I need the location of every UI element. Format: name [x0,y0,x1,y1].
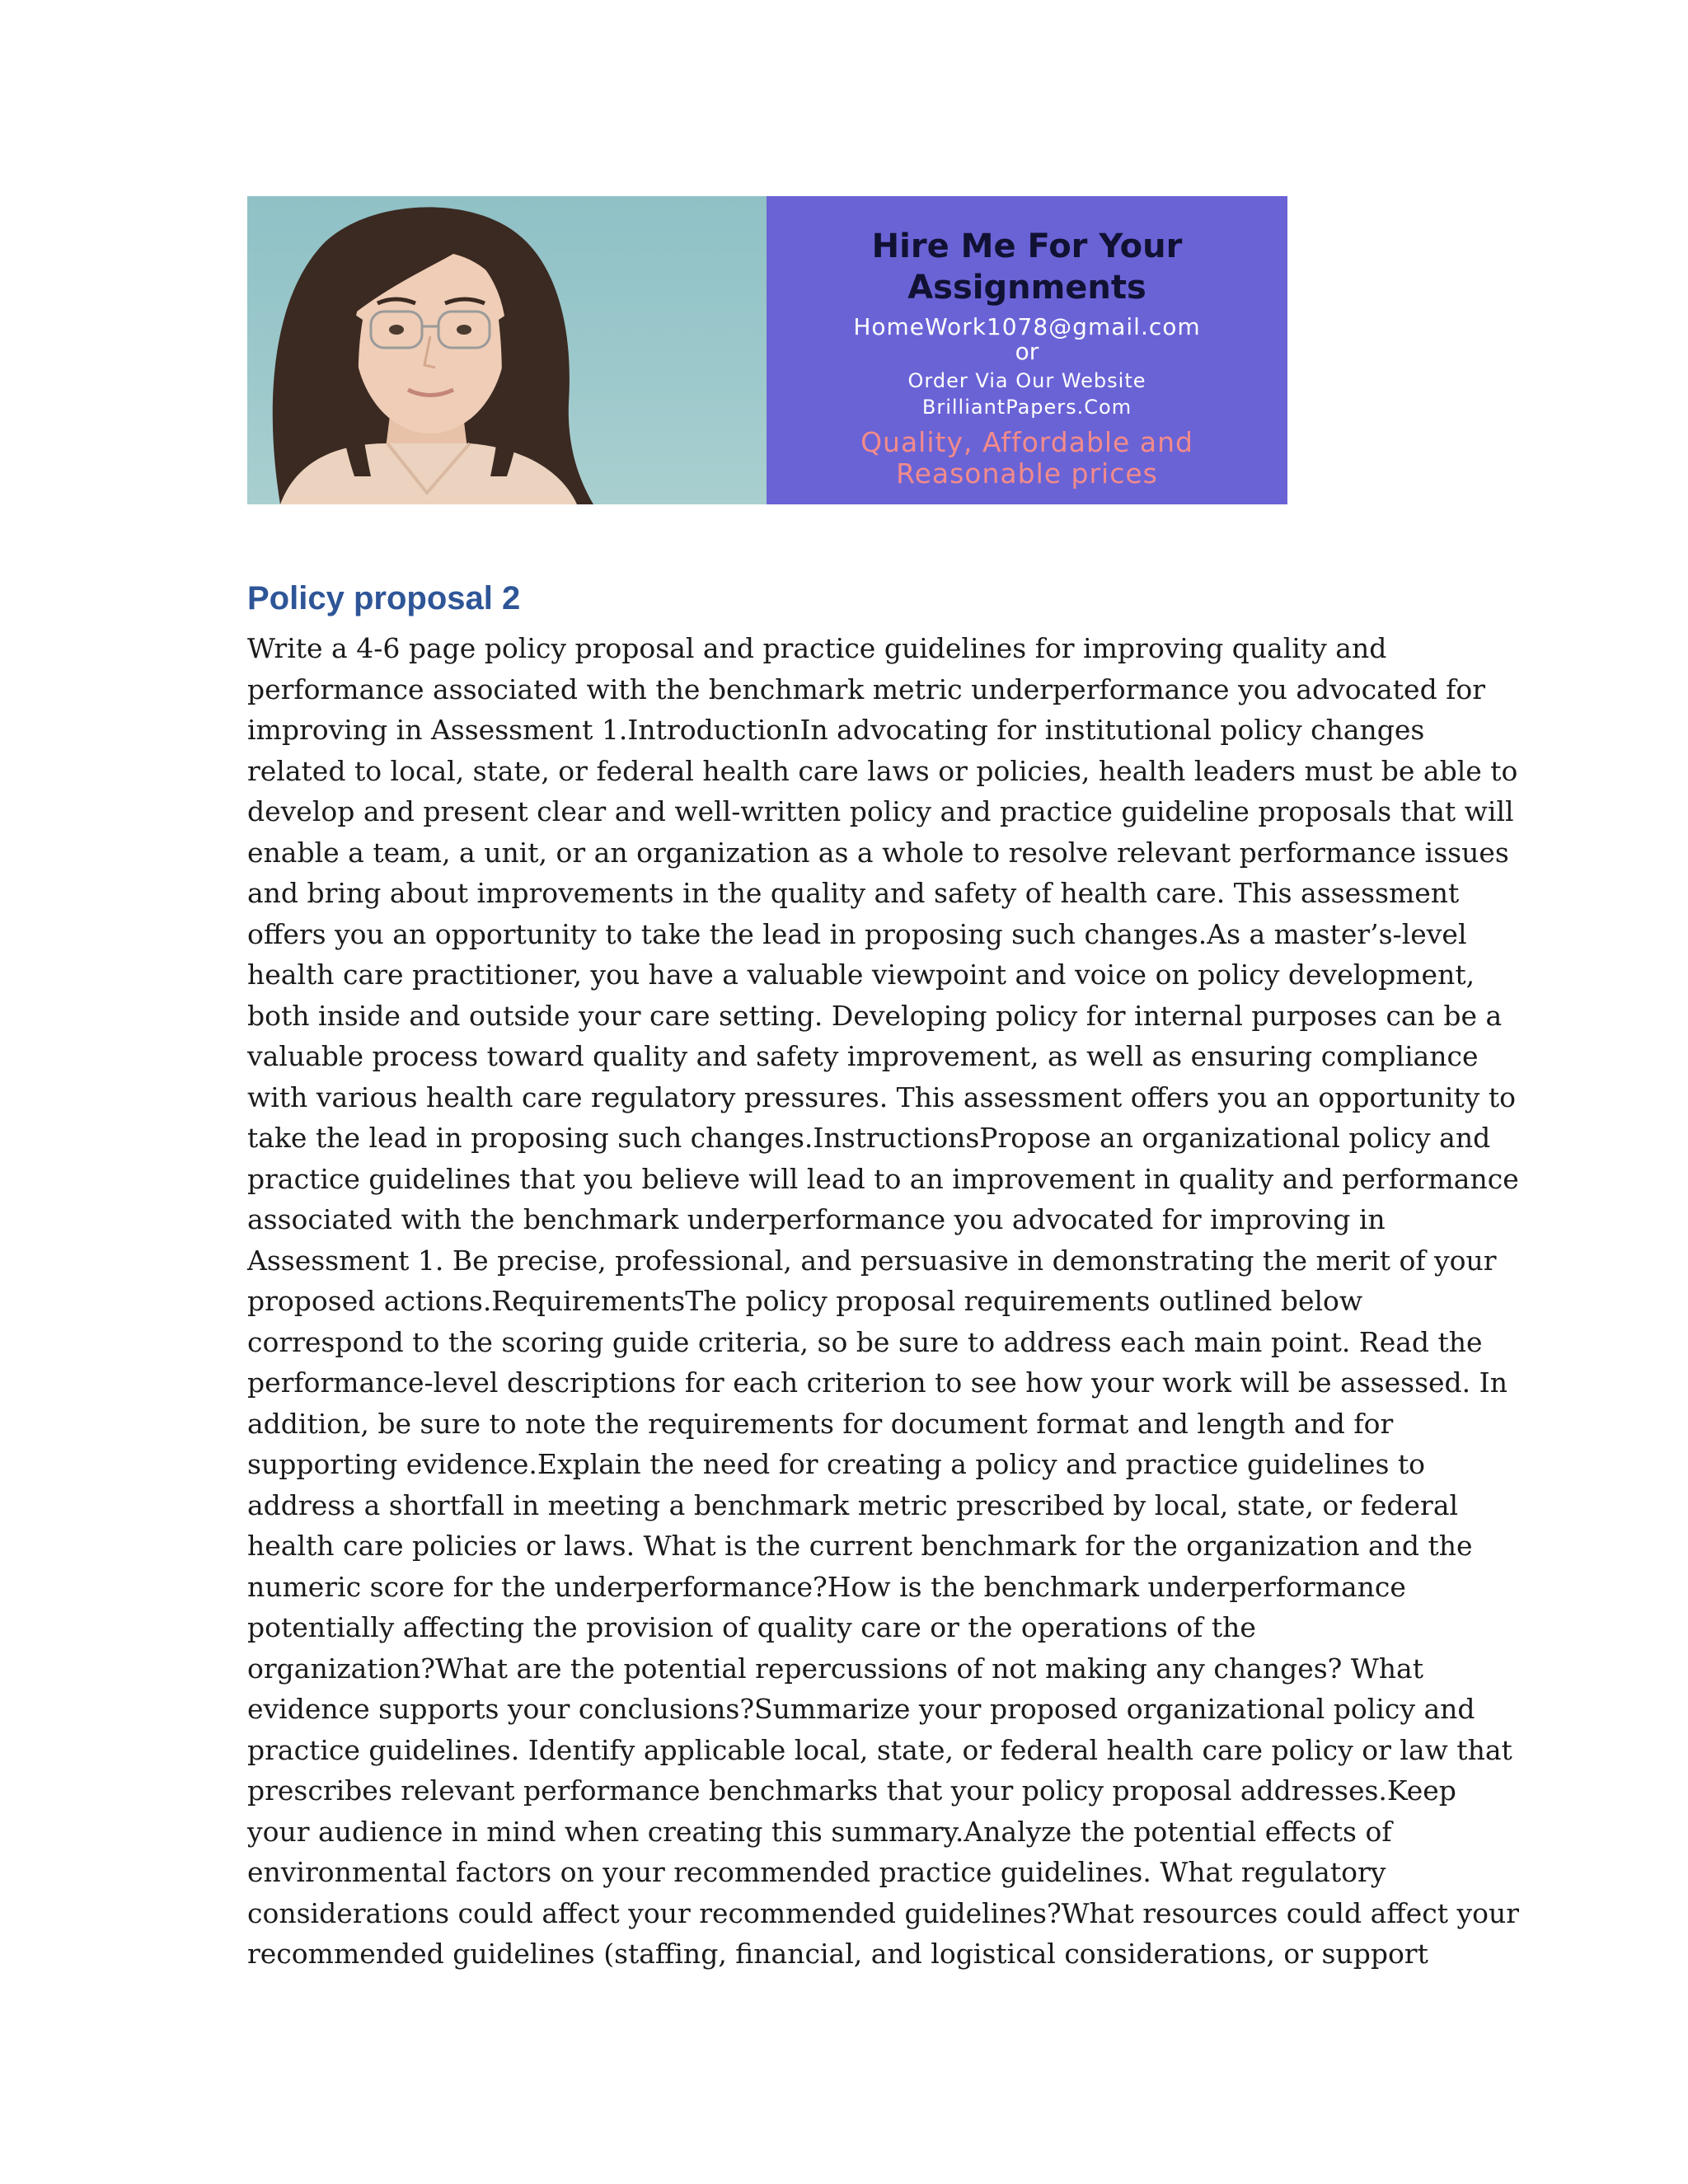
body-text-line: addition, be sure to note the requirements for document format and length and for [247,1407,1394,1440]
body-text-line: both inside and outside your care setting. Developing policy for internal purposes can be a [247,999,1503,1032]
body-text-line: performance-level descriptions for each criterion to see how your work will be assessed. In [247,1366,1507,1399]
body-text-line: with various health care regulatory pressures. This assessment offers you an opportunity to [247,1080,1517,1113]
body-text-line: valuable process toward quality and safety improvement, as well as ensuring compliance [247,1040,1479,1072]
body-text-line: Assessment 1. Be precise, professional, and persuasive in demonstrating the merit of your [247,1244,1497,1277]
portrait-illustration [247,196,767,504]
body-text-line: enable a team, a unit, or an organization as a whole to resolve relevant performance issues [247,836,1509,869]
body-text-line: address a shortfall in meeting a benchmark metric prescribed by local, state, or federal [247,1488,1459,1521]
body-text-line: prescribes relevant performance benchmarks that your policy proposal addresses.Keep [247,1774,1456,1807]
body-text-line: proposed actions.RequirementsThe policy proposal requirements outlined below [247,1285,1363,1317]
woman-photo [247,196,767,504]
banner-headline: Hire Me For Your Assignments [871,227,1183,307]
body-text-line: offers you an opportunity to take the lead in proposing such changes.As a master’s-level [247,917,1467,950]
body-text-line: correspond to the scoring guide criteria, so be sure to address each main point. Read the [247,1325,1483,1358]
body-text-line: associated with the benchmark underperformance you advocated for improving in [247,1203,1386,1235]
body-text-line: practice guidelines. Identify applicable local, state, or federal health care policy or law that [247,1733,1512,1766]
document-body [247,628,1519,1975]
banner-tagline: Quality, Affordable and Reasonable prices [860,426,1193,490]
body-text-line: performance associated with the benchmark metric underperformance you advocated for [247,673,1486,705]
body-text-line: numeric score for the underperformance?How is the benchmark underperformance [247,1570,1406,1603]
contact-panel [767,196,1287,504]
body-text-line: take the lead in proposing such changes.InstructionsPropose an organizational policy and [247,1122,1491,1154]
banner-or: or [1015,338,1039,365]
advertisement-banner [247,196,1287,504]
body-text-line: related to local, state, or federal health care laws or policies, health leaders must be able to [247,754,1518,787]
body-text-line: environmental factors on your recommended practice guidelines. What regulatory [247,1856,1386,1888]
body-text-line: and bring about improvements in the quality and safety of health care. This assessment [247,877,1460,909]
body-text-line: practice guidelines that you believe will lead to an improvement in quality and performance [247,1162,1519,1195]
body-text-line: your audience in mind when creating this summary.Analyze the potential effects of [247,1815,1392,1848]
banner-email: HomeWork1078@gmail.com [853,313,1201,340]
body-text-line: considerations could affect your recommended guidelines?What resources could affect your [247,1896,1519,1929]
body-text-line: recommended guidelines (staffing, financial, and logistical considerations, or support [247,1938,1428,1970]
body-text-line: organization?What are the potential repercussions of not making any changes? What [247,1652,1423,1685]
body-text-line: health care policies or laws. What is the current benchmark for the organization and the [247,1530,1473,1562]
body-text-line: evidence supports your conclusions?Summarize your proposed organizational policy and [247,1693,1475,1725]
body-text-line: improving in Assessment 1.IntroductionIn advocating for institutional policy changes [247,714,1425,746]
body-text-line: develop and present clear and well-written policy and practice guideline proposals that will [247,795,1514,827]
body-text-line: health care practitioner, you have a valuable viewpoint and voice on policy development, [247,958,1475,991]
body-text-line: potentially affecting the provision of quality care or the operations of the [247,1611,1256,1643]
document-title: Policy proposal 2 [247,580,521,616]
body-text-line: Write a 4-6 page policy proposal and practice guidelines for improving quality and [247,632,1387,664]
body-text-line: supporting evidence.Explain the need for creating a policy and practice guidelines to [247,1448,1426,1480]
banner-order-text: Order Via Our Website BrilliantPapers.Com [907,369,1146,419]
